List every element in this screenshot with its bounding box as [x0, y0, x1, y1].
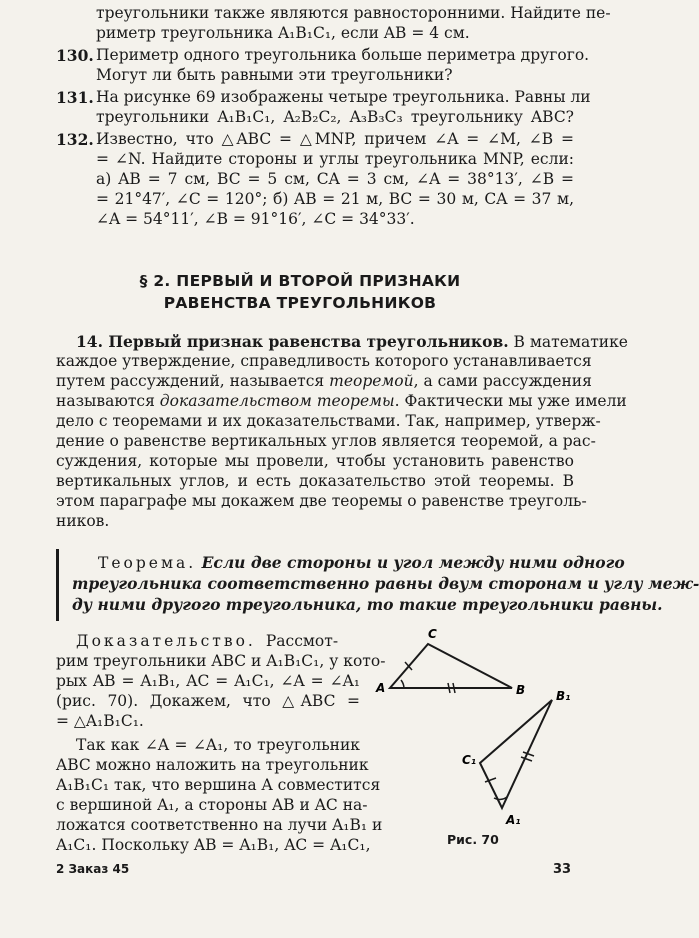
problem-132-line-5: ∠A = 54°11′, ∠B = 91°16′, ∠C = 34°33′. — [96, 210, 415, 228]
problem-131-line-1: На рисунке 69 изображены четыре треугольника. Равны ли — [96, 88, 591, 106]
footer-order-note: 2 Заказ 45 — [56, 862, 130, 876]
paragraph-14-line-2: каждое утверждение, справедливость которого устанавливается — [56, 352, 592, 370]
theorem-margin-bar — [56, 549, 59, 621]
paragraph-14-line-7: суждения, которые мы провели, чтобы установить равенство — [56, 452, 574, 470]
paragraph-14-title: 14. Первый признак равенства треугольников. — [76, 332, 509, 351]
label-a: A — [376, 681, 386, 695]
section-heading-line-2: РАВЕНСТВА ТРЕУГОЛЬНИКОВ — [163, 294, 437, 312]
label-b1: B₁ — [556, 689, 571, 703]
theorem-line-1 — [98, 553, 625, 573]
proof-line-10: ложатся соответственно на лучи A₁B₁ и — [56, 816, 383, 834]
problem-132-line-3: а) AB = 7 см, BC = 5 см, CA = 3 см, ∠A = 38°13′, ∠B = — [96, 170, 574, 188]
proof-line-5: = △A₁B₁C₁. — [56, 712, 144, 730]
figure-caption: Рис. 70 — [447, 832, 499, 847]
proof-line-8: A₁B₁C₁ так, что вершина A совместится — [56, 776, 381, 794]
tick-ab-2 — [453, 683, 455, 693]
paragraph-14-line-1-rest: В математике — [508, 333, 628, 351]
label-a1: A₁ — [506, 813, 521, 827]
problem-131-line-2: треугольники A₁B₁C₁, A₂B₂C₂, A₃B₃C₃ треугольнику ABC? — [96, 108, 574, 126]
proof-line-9: с вершиной A₁, а стороны AB и AC на- — [56, 796, 368, 814]
problem-132-line-4: = 21°47′, ∠C = 120°; б) AB = 21 м, BC = 30 м, CA = 37 м, — [96, 190, 574, 208]
label-b: B — [516, 683, 526, 697]
proof-line-11: A₁C₁. Поскольку AB = A₁B₁, AC = A₁C₁, — [56, 836, 371, 854]
paragraph-14-line-3-b: , а сами рассуждения — [413, 372, 592, 390]
paragraph-14-line-9: этом параграфе мы докажем две теоремы о равенстве треуголь- — [56, 492, 587, 510]
problem-130-line-1: Периметр одного треугольника больше периметра другого. — [96, 46, 590, 64]
tick-ab-1 — [448, 683, 450, 693]
label-c: C — [428, 627, 437, 641]
page-number: 33 — [553, 862, 572, 877]
theorem-line-2: треугольника соответственно равны двум сторонам и углу меж- — [72, 574, 699, 593]
paragraph-14-line-4-a: называются — [56, 392, 160, 410]
tick-a1b1-1 — [521, 757, 532, 761]
problem-130-line-2: Могут ли быть равными эти треугольники? — [96, 66, 453, 84]
problem-132-line-1: Известно, что △ABC = △MNP, причем ∠A = ∠M, ∠B = — [96, 130, 574, 148]
proof-line-7: ABC можно наложить на треугольник — [56, 756, 369, 774]
section-heading-line-1: § 2. ПЕРВЫЙ И ВТОРОЙ ПРИЗНАКИ — [139, 272, 461, 290]
term-theorem: теоремой — [329, 372, 414, 390]
problem-132-line-2: = ∠N. Найдите стороны и углы треугольника MNP, если: — [96, 150, 574, 168]
angle-mark-a — [401, 680, 404, 688]
paragraph-14-line-6: дение о равенстве вертикальных углов является теоремой, а рас- — [56, 432, 596, 450]
paragraph-14-line-1 — [76, 332, 628, 352]
theorem-word: Теорема. — [98, 554, 197, 572]
proof-line-3: рых AB = A₁B₁, AC = A₁C₁, ∠A = ∠A₁ — [56, 672, 360, 690]
problem-130-number: 130. — [56, 46, 94, 65]
problem-132-number: 132. — [56, 130, 94, 149]
term-proof: доказательством теоремы — [159, 392, 395, 410]
proof-word: Доказательство. — [76, 632, 256, 650]
problem-129-line-2: риметр треугольника A₁B₁C₁, если AB = 4 см. — [96, 24, 470, 42]
theorem-line-1-text: Если две стороны и угол между ними одного — [196, 553, 625, 572]
paragraph-14-line-10: ников. — [56, 512, 110, 530]
proof-line-6: Так как ∠A = ∠A₁, то треугольник — [76, 736, 360, 754]
paragraph-14-line-5: дело с теоремами и их доказательствами. Так, например, утверж- — [56, 412, 601, 430]
paragraph-14-line-8: вертикальных углов, и есть доказательство этой теоремы. В — [56, 472, 574, 490]
proof-line-1-rest: Рассмот- — [265, 632, 339, 650]
paragraph-14-line-3 — [56, 372, 592, 391]
paragraph-14-line-4 — [56, 392, 627, 411]
figure-70 — [370, 620, 585, 830]
proof-line-4: (рис. 70). Докажем, что △ABC = — [56, 692, 360, 710]
theorem-line-3: ду ними другого треугольника, то такие треугольники равны. — [72, 595, 663, 614]
triangle-a1b1c1 — [480, 700, 552, 808]
paragraph-14-line-4-b: . Фактически мы уже имели — [394, 392, 627, 410]
problem-131-number: 131. — [56, 88, 94, 107]
problem-129-line-1: треугольники также являются равносторонними. Найдите пе- — [96, 4, 611, 22]
paragraph-14-line-3-a: путем рассуждений, называется — [56, 372, 330, 390]
proof-line-2: рим треугольники ABC и A₁B₁C₁, у кото- — [56, 652, 386, 670]
proof-line-1 — [76, 632, 360, 651]
label-c1: C₁ — [462, 753, 477, 767]
